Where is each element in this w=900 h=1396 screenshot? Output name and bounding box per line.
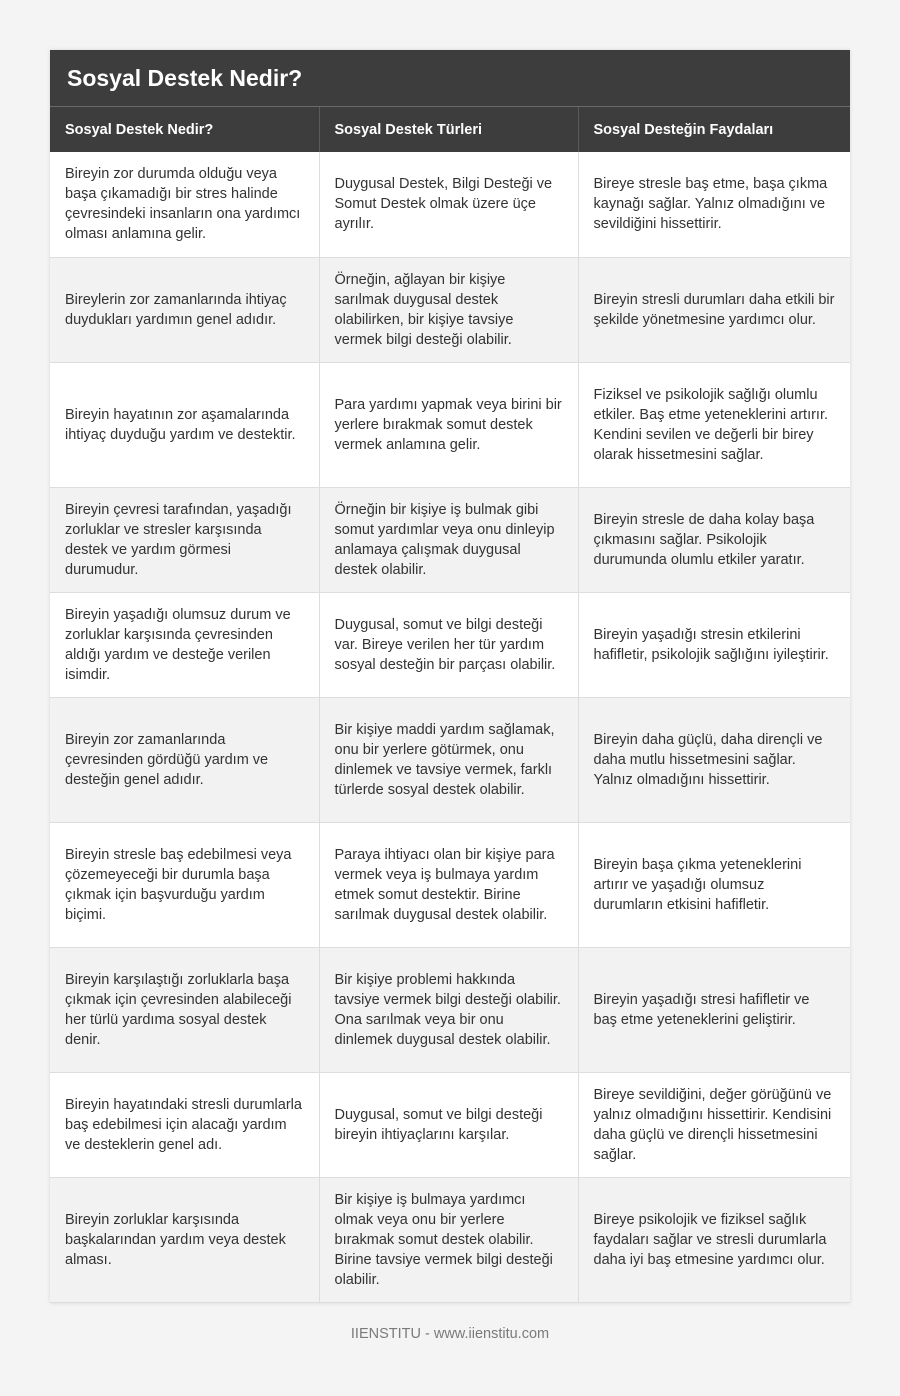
table-cell: Bireye stresle baş etme, başa çıkma kaynağı sağlar. Yalnız olmadığını ve sevildiğini hissettirir.: [578, 152, 850, 257]
column-header-definition: Sosyal Destek Nedir?: [50, 107, 319, 152]
table-card: [50, 50, 850, 1303]
table-cell: Bireyin yaşadığı stresi hafifletir ve baş etme yeteneklerini geliştirir.: [578, 947, 850, 1072]
table-cell: Bireylerin zor zamanlarında ihtiyaç duydukları yardımın genel adıdır.: [50, 257, 319, 362]
column-header-types: Sosyal Destek Türleri: [319, 107, 578, 152]
table-row: [50, 1072, 850, 1177]
table-row: [50, 592, 850, 697]
column-header-benefits: Sosyal Desteğin Faydaları: [578, 107, 850, 152]
table-cell: Duygusal, somut ve bilgi desteği var. Bireye verilen her tür yardım sosyal desteğin bir parçası olabilir.: [319, 592, 578, 697]
table-row: [50, 257, 850, 362]
table-cell: Bir kişiye problemi hakkında tavsiye vermek bilgi desteği olabilir. Ona sarılmak veya bir onu dinlemek duygusal destek olabilir.: [319, 947, 578, 1072]
table-row: [50, 1177, 850, 1302]
table-cell: Örneğin, ağlayan bir kişiye sarılmak duygusal destek olabilirken, bir kişiye tavsiye vermek bilgi desteği olabilir.: [319, 257, 578, 362]
table-cell: Bireyin daha güçlü, daha dirençli ve daha mutlu hissetmesini sağlar. Yalnız olmadığını hissettirir.: [578, 697, 850, 822]
data-table: [50, 107, 850, 1303]
table-row: [50, 152, 850, 257]
table-cell: Bireyin hayatının zor aşamalarında ihtiyaç duyduğu yardım ve destektir.: [50, 362, 319, 487]
table-cell: Bireyin stresli durumları daha etkili bir şekilde yönetmesine yardımcı olur.: [578, 257, 850, 362]
table-cell: Bireyin stresle baş edebilmesi veya çözemeyeceği bir durumla başa çıkmak için başvurduğu yardım biçimi.: [50, 822, 319, 947]
table-cell: Bireyin hayatındaki stresli durumlarla baş edebilmesi için alacağı yardım ve desteklerin genel adı.: [50, 1072, 319, 1177]
table-cell: Bireyin çevresi tarafından, yaşadığı zorluklar ve stresler karşısında destek ve yardım görmesi durumudur.: [50, 487, 319, 592]
table-cell: Bireyin başa çıkma yeteneklerini artırır ve yaşadığı olumsuz durumların etkisini hafifletir.: [578, 822, 850, 947]
table-cell: Bir kişiye iş bulmaya yardımcı olmak veya onu bir yerlere bırakmak somut destek olabilir. Birine tavsiye vermek bilgi desteği olabilir.: [319, 1177, 578, 1302]
table-cell: Bireyin zor zamanlarında çevresinden gördüğü yardım ve desteğin genel adıdır.: [50, 697, 319, 822]
header-row: [50, 107, 850, 152]
table-cell: Bireyin yaşadığı olumsuz durum ve zorluklar karşısında çevresinden aldığı yardım ve desteğe verilen isimdir.: [50, 592, 319, 697]
table-cell: Para yardımı yapmak veya birini bir yerlere bırakmak somut destek vermek anlamına gelir.: [319, 362, 578, 487]
table-row: [50, 487, 850, 592]
table-row: [50, 697, 850, 822]
table-cell: Bireyin zorluklar karşısında başkalarından yardım veya destek alması.: [50, 1177, 319, 1302]
table-row: [50, 822, 850, 947]
footer-credit: IIENSTITU - www.iienstitu.com: [350, 1326, 550, 1342]
table-cell: Bireye sevildiğini, değer görüğünü ve yalnız olmadığını hissettirir. Kendisini daha güçlü ve dirençli hissetmesini sağlar.: [578, 1072, 850, 1177]
table-cell: Paraya ihtiyacı olan bir kişiye para vermek veya iş bulmaya yardım etmek somut destektir. Birine sarılmak duygusal destek olabilir.: [319, 822, 578, 947]
table-row: [50, 947, 850, 1072]
table-cell: Bireyin stresle de daha kolay başa çıkmasını sağlar. Psikolojik durumunda olumlu etkiler yaratır.: [578, 487, 850, 592]
table-cell: Fiziksel ve psikolojik sağlığı olumlu etkiler. Baş etme yeteneklerini artırır. Kendini sevilen ve değerli bir birey olarak hissetmesini sağlar.: [578, 362, 850, 487]
table-cell: Duygusal, somut ve bilgi desteği bireyin ihtiyaçlarını karşılar.: [319, 1072, 578, 1177]
table-cell: Bireyin zor durumda olduğu veya başa çıkamadığı bir stres halinde çevresindeki insanların ona yardımcı olması anlamına gelir.: [50, 152, 319, 257]
table-cell: Duygusal Destek, Bilgi Desteği ve Somut Destek olmak üzere üçe ayrılır.: [319, 152, 578, 257]
table-title: Sosyal Destek Nedir?: [50, 50, 850, 107]
table-cell: Bireye psikolojik ve fiziksel sağlık faydaları sağlar ve stresli durumlarla daha iyi baş etmesine yardımcı olur.: [578, 1177, 850, 1302]
table-row: [50, 362, 850, 487]
table-cell: Örneğin bir kişiye iş bulmak gibi somut yardımlar veya onu dinleyip anlamaya çalışmak duygusal destek olabilir.: [319, 487, 578, 592]
table-cell: Bireyin yaşadığı stresin etkilerini hafifletir, psikolojik sağlığını iyileştirir.: [578, 592, 850, 697]
table-cell: Bireyin karşılaştığı zorluklarla başa çıkmak için çevresinden alabileceği her türlü yardıma sosyal destek denir.: [50, 947, 319, 1072]
table-cell: Bir kişiye maddi yardım sağlamak, onu bir yerlere götürmek, onu dinlemek ve tavsiye vermek, farklı türlerde sosyal destek olabilir.: [319, 697, 578, 822]
